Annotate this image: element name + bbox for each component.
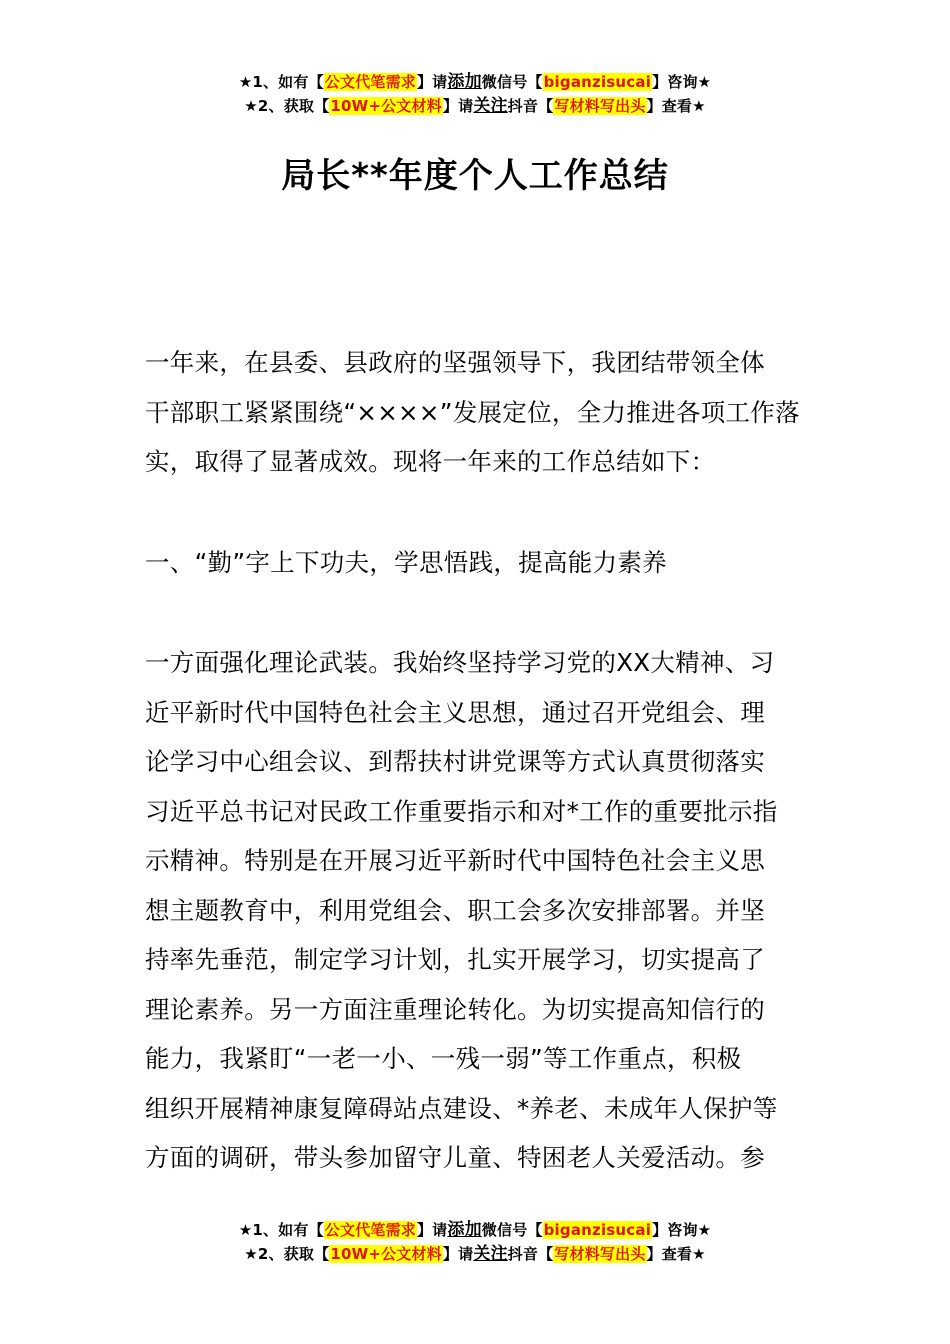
text-line: 一年来，在县委、县政府的坚强领导下，我团结带领全体	[145, 348, 765, 377]
highlight-materials: 10W+公文材料	[330, 97, 442, 115]
banner-text: 】请	[442, 97, 474, 115]
text-line: 持率先垂范，制定学习计划，扎实开展学习，切实提高了	[145, 945, 765, 974]
banner-underlined-text: 关注	[473, 96, 508, 116]
bottom-banner	[0, 1218, 950, 1266]
highlight-douyin-account: 写材料写出头	[554, 1245, 646, 1263]
highlight-douyin-account: 写材料写出头	[554, 97, 646, 115]
banner-text: ★2、获取【	[244, 1245, 330, 1263]
banner-underlined-text: 添加	[447, 1220, 482, 1240]
top-banner	[0, 70, 950, 118]
banner-line-2	[0, 94, 950, 118]
banner-text: 】咨询★	[652, 1221, 712, 1239]
banner-underlined-text: 关注	[473, 1244, 508, 1264]
highlight-writing-service: 公文代笔需求	[324, 1221, 416, 1239]
text-line: 实，取得了显著成效。现将一年来的工作总结如下：	[145, 447, 716, 476]
banner-text: 微信号【	[481, 1221, 543, 1239]
banner-line-1	[0, 70, 950, 94]
banner-text: 】查看★	[646, 1245, 706, 1263]
banner-text: 抖音【	[507, 97, 554, 115]
text-line: 能力，我紧盯“一老一小、一残一弱”等工作重点，积极	[145, 1044, 742, 1073]
banner-text: 】请	[416, 73, 448, 91]
banner-text: 】咨询★	[652, 73, 712, 91]
text-line: 组织开展精神康复障碍站点建设、*养老、未成年人保护等	[145, 1093, 778, 1123]
text-line: 近平新时代中国特色社会主义思想，通过召开党组会、理	[145, 697, 765, 727]
highlight-wechat-id: biganzisucai	[543, 1221, 652, 1239]
text-line: 方面的调研，带头参加留守儿童、特困老人关爱活动。参	[145, 1143, 765, 1172]
banner-text: ★1、如有【	[238, 1221, 324, 1239]
banner-underlined-text: 添加	[447, 72, 482, 92]
section-1-paragraph	[145, 638, 807, 1183]
heading-text: 一、“勤”字上下功夫，学思悟践，提高能力素养	[145, 548, 667, 577]
text-line: 干部职工紧紧围绕“××××”发展定位，全力推进各项工作落	[145, 397, 800, 427]
text-line: 理论素养。另一方面注重理论转化。为切实提高知信行的	[145, 994, 765, 1024]
document-title: 局长**年度个人工作总结	[281, 156, 669, 196]
banner-text: 】请	[442, 1245, 474, 1263]
banner-text: 】请	[416, 1221, 448, 1239]
banner-text: 微信号【	[481, 73, 543, 91]
text-line: 想主题教育中，利用党组会、职工会多次安排部署。并坚	[145, 895, 765, 925]
banner-text: ★2、获取【	[244, 97, 330, 115]
banner-line-2	[0, 1242, 950, 1266]
text-line: 习近平总书记对民政工作重要指示和对*工作的重要批示指	[145, 796, 778, 826]
highlight-writing-service: 公文代笔需求	[324, 73, 416, 91]
banner-text: 抖音【	[507, 1245, 554, 1263]
text-line: 一方面强化理论武装。我始终坚持学习党的XX大精神、习	[145, 648, 775, 677]
banner-line-1	[0, 1218, 950, 1242]
highlight-wechat-id: biganzisucai	[543, 73, 652, 91]
banner-text: 】查看★	[646, 97, 706, 115]
text-line: 论学习中心组会议、到帮扶村讲党课等方式认真贯彻落实	[145, 747, 765, 776]
banner-text: ★1、如有【	[238, 73, 324, 91]
highlight-materials: 10W+公文材料	[330, 1245, 442, 1263]
intro-paragraph	[145, 338, 807, 487]
section-1-heading	[145, 538, 807, 588]
text-line: 示精神。特别是在开展习近平新时代中国特色社会主义思	[145, 846, 765, 875]
